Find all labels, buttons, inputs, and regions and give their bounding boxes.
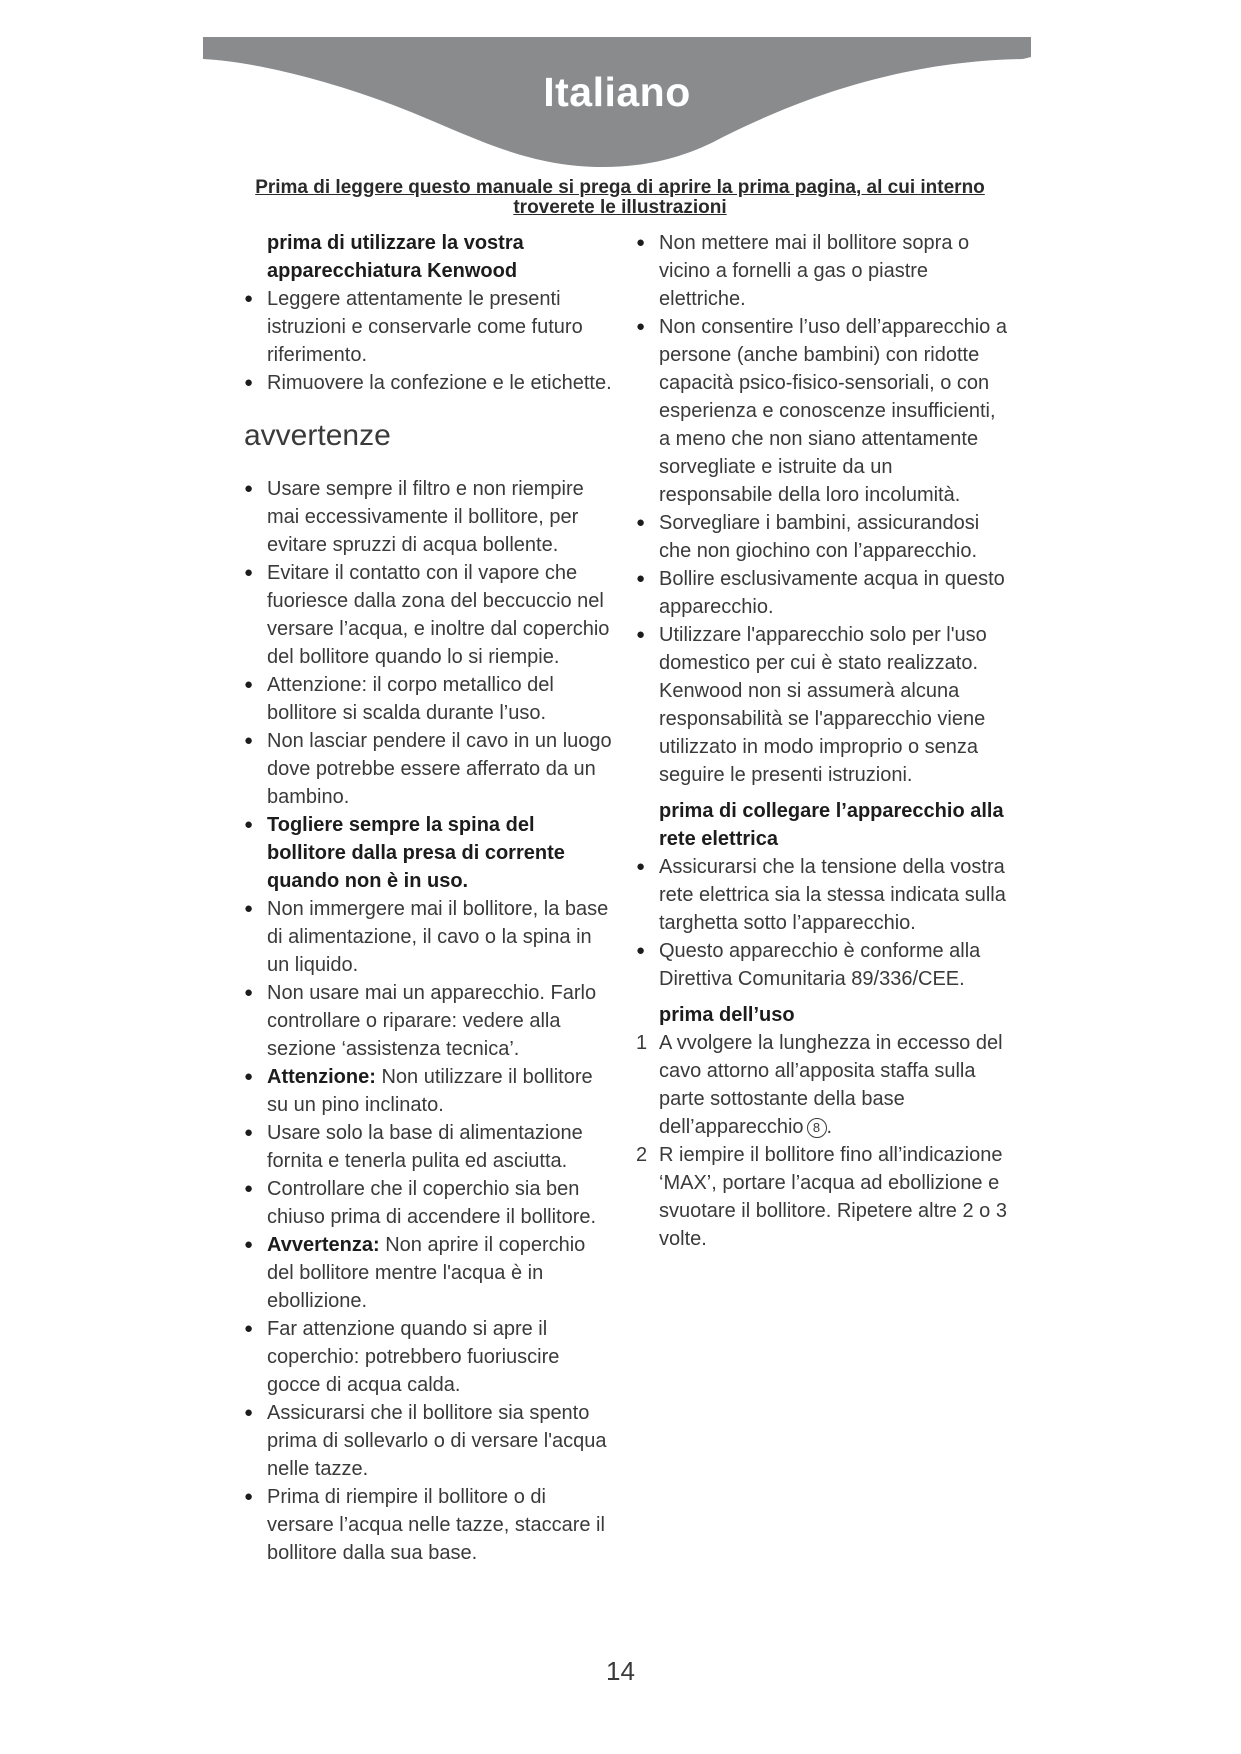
bullet-icon: ● <box>244 1124 254 1141</box>
bullet-icon: ● <box>244 1320 254 1337</box>
header-banner <box>203 37 1031 172</box>
bullet-icon: ● <box>244 900 254 917</box>
bullet-icon: ● <box>244 1180 254 1197</box>
list-item: ● Controllare che il coperchio sia ben chiuso prima di accendere il bollitore. <box>244 1175 612 1231</box>
list-item: ● Far attenzione quando si apre il coperchio: potrebbero fuoriuscire gocce di acqua calda. <box>244 1315 612 1399</box>
bullet-icon: ● <box>244 1068 254 1085</box>
page-title: Italiano <box>543 69 691 115</box>
figure-ref-8: 8 <box>807 1118 827 1138</box>
right-column <box>636 229 1008 1253</box>
section-heading-first-use: prima dell’uso <box>659 1004 795 1026</box>
intro-list <box>244 285 612 397</box>
bullet-icon: ● <box>244 1404 254 1421</box>
list-item: ● Non immergere mai il bollitore, la base di alimentazione, il cavo o la spina in un liquido. <box>244 895 612 979</box>
list-item: ● Usare solo la base di alimentazione fornita e tenerla pulita ed asciutta. <box>244 1119 612 1175</box>
left-column <box>244 229 612 1567</box>
list-item: ● Utilizzare l'apparecchio solo per l'uso domestico per cui è stato realizzato. Kenwood non si assumerà alcuna responsabilità se l'apparecchio viene utilizzato in modo improprio o senza seguire le presenti istruzioni. <box>636 621 1008 789</box>
section-heading-before-use: prima di utilizzare la vostra apparecchiatura Kenwood <box>267 232 524 282</box>
electrical-list <box>636 853 1008 993</box>
bullet-icon: ● <box>244 290 254 307</box>
page-number: 14 <box>606 1656 635 1686</box>
section-title-warnings: avvertenze <box>244 419 391 452</box>
bullet-icon: ● <box>244 480 254 497</box>
list-item: ● Non mettere mai il bollitore sopra o vicino a fornelli a gas o piastre elettriche. <box>636 229 1008 313</box>
illustration-notice: Prima di leggere questo manuale si prega di aprire la prima pagina, al cui interno troverete le illustrazioni <box>255 177 985 218</box>
list-item: ● Non lasciar pendere il cavo in un luogo dove potrebbe essere afferrato da un bambino. <box>244 727 612 811</box>
bullet-icon: ● <box>636 570 646 587</box>
warnings-list-continued <box>636 229 1008 789</box>
list-item: ● Usare sempre il filtro e non riempire mai eccessivamente il bollitore, per evitare spruzzi di acqua bollente. <box>244 475 612 559</box>
bullet-icon: ● <box>244 676 254 693</box>
bullet-icon: ● <box>636 318 646 335</box>
bullet-icon: ● <box>244 732 254 749</box>
step-item: 1 A vvolgere la lunghezza in eccesso del cavo attorno all’apposita staffa sulla parte sottostante della base dell’apparecchio 8 . <box>636 1032 1003 1138</box>
bullet-icon: ● <box>244 816 254 833</box>
warnings-list <box>244 475 612 1567</box>
bullet-icon: ● <box>244 1488 254 1505</box>
list-item-avvertenza: ● Avvertenza: Non aprire il coperchio del bollitore mentre l'acqua è in ebollizione. <box>244 1231 612 1315</box>
bullet-icon: ● <box>244 984 254 1001</box>
list-item: ● Bollire esclusivamente acqua in questo apparecchio. <box>636 565 1008 621</box>
list-item: ● Evitare il contatto con il vapore che fuoriesce dalla zona del beccuccio nel versare l’acqua, e inoltre dal coperchio del bollitore quando lo si riempie. <box>244 559 612 671</box>
list-item: ● Rimuovere la confezione e le etichette. <box>244 369 612 397</box>
bullet-icon: ● <box>636 514 646 531</box>
list-item-unplug: ● Togliere sempre la spina del bollitore dalla presa di corrente quando non è in uso. <box>244 811 612 895</box>
first-use-steps <box>636 1029 1008 1253</box>
step-item: 2 R iempire il bollitore fino all’indicazione ‘MAX’, portare l’acqua ad ebollizione e svuotare il bollitore. Ripetere altre 2 o 3 volte. <box>636 1144 1007 1250</box>
section-heading-electrical: prima di collegare l’apparecchio alla rete elettrica <box>659 800 1004 850</box>
bullet-icon: ● <box>636 626 646 643</box>
bullet-icon: ● <box>244 564 254 581</box>
list-item: ● Assicurarsi che la tensione della vostra rete elettrica sia la stessa indicata sulla targhetta sotto l’apparecchio. <box>636 853 1008 937</box>
list-item: ● Non usare mai un apparecchio. Farlo controllare o riparare: vedere alla sezione ‘assistenza tecnica’. <box>244 979 612 1063</box>
list-item: ● Assicurarsi che il bollitore sia spento prima di sollevarlo o di versare l'acqua nelle tazze. <box>244 1399 612 1483</box>
list-item: ● Attenzione: il corpo metallico del bollitore si scalda durante l’uso. <box>244 671 612 727</box>
bullet-icon: ● <box>244 374 254 391</box>
list-item: ● Leggere attentamente le presenti istruzioni e conservarle come futuro riferimento. <box>244 285 612 369</box>
list-item: ● Sorvegliare i bambini, assicurandosi che non giochino con l’apparecchio. <box>636 509 1008 565</box>
list-item: ● Non consentire l’uso dell’apparecchio a persone (anche bambini) con ridotte capacità psico-fisico-sensoriali, o con esperienza e conoscenze insufficienti, a meno che non siano attentamente sorvegliate e istruite da un responsabile della loro incolumità. <box>636 313 1008 509</box>
list-item-attenzione: ● Attenzione: Non utilizzare il bollitore su un pino inclinato. <box>244 1063 612 1119</box>
bullet-icon: ● <box>636 234 646 251</box>
list-item: ● Questo apparecchio è conforme alla Direttiva Comunitaria 89/336/CEE. <box>636 937 1008 993</box>
list-item: ● Prima di riempire il bollitore o di versare l’acqua nelle tazze, staccare il bollitore dalla sua base. <box>244 1483 612 1567</box>
bullet-icon: ● <box>636 942 646 959</box>
bullet-icon: ● <box>244 1236 254 1253</box>
bullet-icon: ● <box>636 858 646 875</box>
